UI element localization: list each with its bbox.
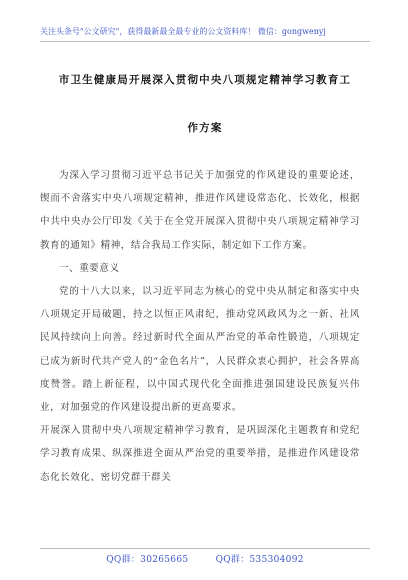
document-body bbox=[40, 164, 360, 489]
document-title-line2: 作方案 bbox=[187, 122, 223, 134]
footer-qq-group-1: QQ群：30265665 bbox=[106, 555, 189, 565]
header-promo-note: 关注头条号"公文研究"，获得最新最全最专业的公文资料库！ 微信：gongwenyj bbox=[40, 26, 370, 42]
section-paragraph: 党的十八大以来，以习近平同志为核心的党中央从制定和落实中央八项规定开局破题，持之以恒正风肃纪，推动党风政风为之一新、社风民风持续向上向善。经过新时代全面从严治党的革命性锻造，八项规定已成为新时代共产党人的“金色名片”，人民群众衷心拥护，社会各界高度赞誉。踏上新征程，以中国式现代化全面推进强国建设民族复兴伟业，对加强党的作风建设提出新的更高要求。 bbox=[40, 286, 360, 414]
section-heading: 一、重要意义 bbox=[59, 262, 120, 274]
document-title-line1: 市卫生健康局开展深入贯彻中央八项规定精神学习教育工 bbox=[58, 74, 352, 86]
intro-paragraph: 为深入学习贯彻习近平总书记关于加强党的作风建设的重要论述，锲而不舍落实中央八项规定精神，推进作风建设常态化、长效化，根据中共中央办公厅印发《关于在全党开展深入贯彻中央八项规定精神学习教育的通知》精神，结合我局工作实际，制定如下工作方案。 bbox=[40, 170, 360, 251]
footer-contact bbox=[40, 548, 370, 565]
section-paragraph-continued: 开展深入贯彻中央八项规定精神学习教育，是巩固深化主题教育和党纪学习教育成果、纵深推进全面从严治党的重要举措，是推进作风建设常态化长效化、密切党群干群关 bbox=[40, 425, 360, 483]
footer-qq-group-2: QQ群：535304092 bbox=[215, 555, 304, 565]
